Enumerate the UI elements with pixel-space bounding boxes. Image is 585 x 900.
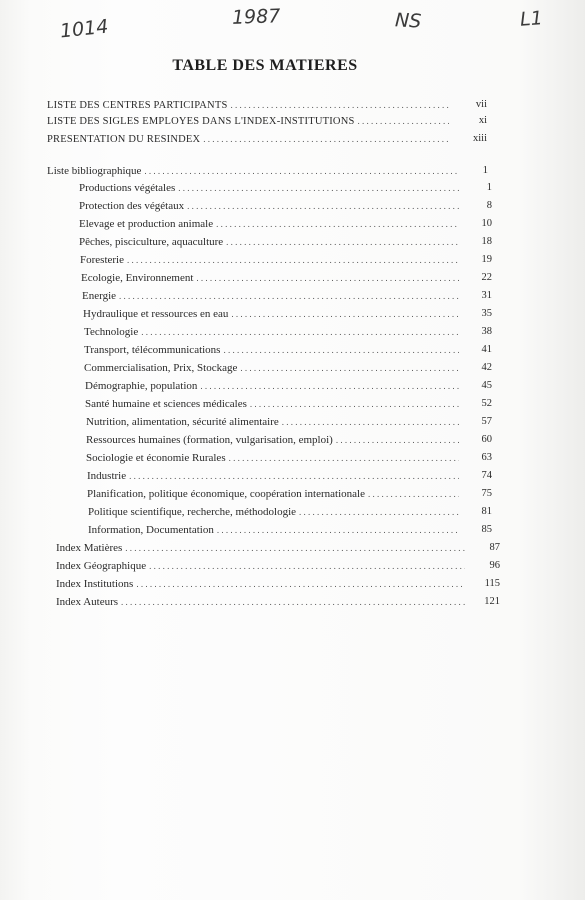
toc-entry-label: Planification, politique économique, coopération internationale xyxy=(87,488,365,500)
bibliography-entry xyxy=(47,163,488,179)
index-entry xyxy=(56,594,500,610)
section-entry xyxy=(86,414,492,430)
section-entry xyxy=(82,288,492,304)
section-entry xyxy=(79,216,492,232)
handwritten-note-3: NS xyxy=(394,9,422,33)
toc-entry-label: Démographie, population xyxy=(85,380,198,392)
dot-leader xyxy=(125,540,465,556)
dot-leader xyxy=(178,180,459,196)
dot-leader xyxy=(368,486,459,502)
toc-entry-label: Ecologie, Environnement xyxy=(81,272,194,284)
toc-entry-label: Sociologie et économie Rurales xyxy=(86,452,226,464)
dot-leader xyxy=(358,113,449,129)
dot-leader xyxy=(299,504,459,520)
toc-entry-label: Transport, télécommunications xyxy=(84,344,221,356)
toc-entry-page-number: 87 xyxy=(489,542,500,553)
toc-entry-page-number: 1 xyxy=(482,165,488,176)
dot-leader xyxy=(240,360,459,376)
toc-entry-page-number: 60 xyxy=(481,434,492,445)
section-entry xyxy=(80,252,492,268)
section-entry xyxy=(86,432,492,448)
section-entry xyxy=(85,396,492,412)
toc-entry-page-number: 42 xyxy=(481,362,492,373)
toc-entry-page-number: 57 xyxy=(481,416,492,427)
section-entry xyxy=(87,486,492,502)
dot-leader xyxy=(119,288,459,304)
toc-entry-page-number: 52 xyxy=(481,398,492,409)
toc-entry-page-number: xi xyxy=(478,115,487,126)
front-matter-entry xyxy=(47,131,487,147)
toc-entry-label: Technologie xyxy=(84,326,139,338)
section-entry xyxy=(84,360,492,376)
toc-entry-page-number: 19 xyxy=(481,254,492,265)
section-entry xyxy=(84,342,492,358)
dot-leader xyxy=(336,432,459,448)
toc-entry-label: Foresterie xyxy=(80,254,124,266)
dot-leader xyxy=(223,342,459,358)
toc-entry-page-number: xiii xyxy=(472,133,487,144)
dot-leader xyxy=(141,324,459,340)
dot-leader xyxy=(136,576,465,592)
toc-entry-label: Ressources humaines (formation, vulgarisation, emploi) xyxy=(86,434,333,446)
toc-entry-label: Index Auteurs xyxy=(56,596,119,608)
section-entry xyxy=(83,306,492,322)
dot-leader xyxy=(187,198,459,214)
section-entry xyxy=(79,198,492,214)
section-entry xyxy=(81,270,492,286)
toc-entry-label: Commercialisation, Prix, Stockage xyxy=(84,362,238,374)
section-entry xyxy=(84,324,492,340)
page-title: TABLE DES MATIERES xyxy=(172,57,358,74)
dot-leader xyxy=(144,163,457,179)
toc-entry-label: Index Matières xyxy=(56,542,123,554)
section-entry xyxy=(87,468,492,484)
dot-leader xyxy=(250,396,459,412)
toc-entry-page-number: 96 xyxy=(489,560,500,571)
toc-entry-page-number: 18 xyxy=(481,236,492,247)
toc-entry-page-number: 45 xyxy=(481,380,492,391)
handwritten-note-4: L1 xyxy=(519,7,544,31)
handwritten-note-1: 1014 xyxy=(58,15,110,43)
toc-entry-label: Santé humaine et sciences médicales xyxy=(85,398,247,410)
front-matter-entry xyxy=(47,97,487,113)
toc-entry-label: PRESENTATION DU RESINDEX xyxy=(47,134,201,145)
toc-entry-page-number: 8 xyxy=(486,200,492,211)
toc-entry-page-number: 1 xyxy=(486,182,492,193)
toc-entry-label: Pêches, pisciculture, aquaculture xyxy=(79,236,224,248)
toc-entry-page-number: 81 xyxy=(481,506,492,517)
toc-entry-label: Energie xyxy=(82,290,117,302)
index-entry xyxy=(56,558,500,574)
toc-entry-label: Politique scientifique, recherche, méthodologie xyxy=(88,506,297,518)
section-entry xyxy=(85,378,492,394)
toc-entry-label: LISTE DES CENTRES PARTICIPANTS xyxy=(47,100,228,111)
section-entry xyxy=(79,234,492,250)
dot-leader xyxy=(231,97,450,113)
front-matter-entry xyxy=(47,113,487,129)
toc-entry-page-number: vii xyxy=(475,99,487,110)
toc-entry-page-number: 31 xyxy=(481,290,492,301)
dot-leader xyxy=(196,270,459,286)
dot-leader xyxy=(149,558,465,574)
toc-entry-label: Protection des végétaux xyxy=(79,200,185,212)
toc-entry-label: Nutrition, alimentation, sécurité alimentaire xyxy=(86,416,279,428)
toc-entry-page-number: 115 xyxy=(484,578,500,589)
toc-entry-label: LISTE DES SIGLES EMPLOYES DANS L'INDEX-INSTITUTIONS xyxy=(47,116,355,127)
section-entry xyxy=(79,180,492,196)
toc-entry-label: Index Géographique xyxy=(56,560,147,572)
toc-entry-label: Elevage et production animale xyxy=(79,218,214,230)
dot-leader xyxy=(226,234,459,250)
toc-entry-label: Productions végétales xyxy=(79,182,176,194)
toc-entry-page-number: 38 xyxy=(481,326,492,337)
dot-leader xyxy=(129,468,459,484)
index-entry xyxy=(56,576,500,592)
toc-entry-label: Industrie xyxy=(87,470,127,482)
dot-leader xyxy=(203,131,449,147)
toc-entry-page-number: 22 xyxy=(481,272,492,283)
toc-entry-page-number: 85 xyxy=(481,524,492,535)
dot-leader xyxy=(127,252,459,268)
index-entry xyxy=(56,540,500,556)
toc-entry-page-number: 35 xyxy=(481,308,492,319)
dot-leader xyxy=(231,306,459,322)
dot-leader xyxy=(229,450,459,466)
toc-entry-label: Information, Documentation xyxy=(88,524,214,536)
section-entry xyxy=(86,450,492,466)
section-entry xyxy=(88,522,492,538)
toc-entry-page-number: 74 xyxy=(481,470,492,481)
dot-leader xyxy=(121,594,465,610)
toc-entry-page-number: 10 xyxy=(481,218,492,229)
handwritten-note-2: 1987 xyxy=(231,5,281,29)
toc-entry-label: Liste bibliographique xyxy=(47,165,142,177)
section-entry xyxy=(88,504,492,520)
dot-leader xyxy=(216,216,459,232)
toc-entry-label: Index Institutions xyxy=(56,578,134,590)
toc-entry-label: Hydraulique et ressources en eau xyxy=(83,308,229,320)
dot-leader xyxy=(282,414,459,430)
toc-entry-page-number: 121 xyxy=(484,596,500,607)
dot-leader xyxy=(217,522,459,538)
toc-entry-page-number: 63 xyxy=(481,452,492,463)
toc-entry-page-number: 41 xyxy=(481,344,492,355)
dot-leader xyxy=(200,378,459,394)
toc-entry-page-number: 75 xyxy=(481,488,492,499)
